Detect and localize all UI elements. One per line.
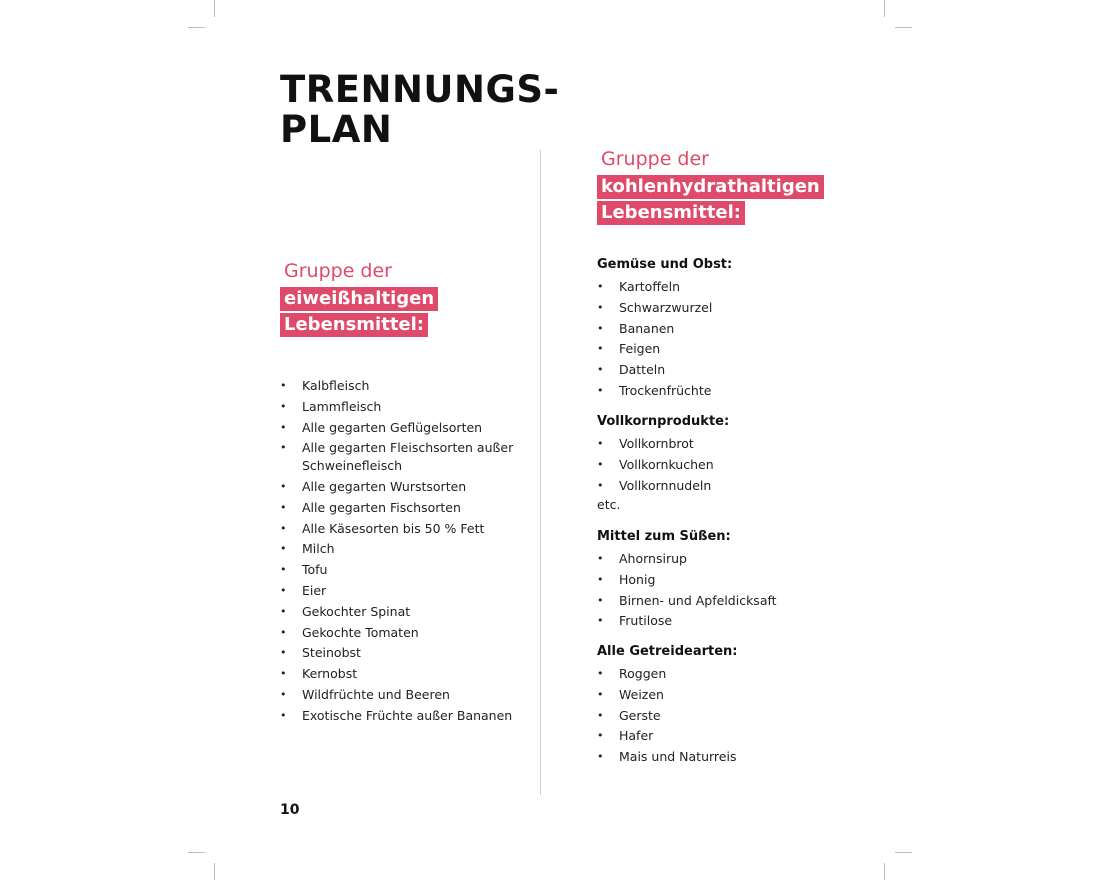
list-item: [597, 592, 777, 610]
crop-mark: [214, 863, 215, 880]
list-item-text: Roggen: [619, 666, 667, 681]
list-item: [280, 457, 402, 475]
list-item-text: Wildfrüchte und Beeren: [302, 687, 450, 702]
list-item: [280, 540, 335, 558]
list-item: [280, 478, 466, 496]
list-item-text: Trockenfrüchte: [619, 383, 712, 398]
bullet-icon: •: [597, 750, 604, 764]
list-item: [597, 748, 736, 766]
list-item: [597, 727, 653, 745]
list-item: [597, 550, 687, 568]
bullet-icon: •: [280, 625, 287, 639]
list-item: [280, 561, 327, 579]
bullet-icon: •: [597, 593, 604, 607]
list-item-text: Hafer: [619, 728, 654, 744]
bullet-icon: •: [280, 420, 287, 434]
list-item-text: Kalbfleisch: [302, 378, 370, 393]
list-item-text: Alle gegarten Wurstsorten: [302, 479, 467, 494]
list-item: [280, 377, 369, 395]
list-item: [280, 624, 419, 642]
section-heading: Alle Getreidearten:: [597, 644, 738, 659]
list-item-text: Honig: [619, 571, 656, 587]
bullet-icon: •: [597, 614, 604, 628]
crop-mark: [214, 0, 215, 17]
list-item: [280, 665, 357, 683]
bullet-icon: •: [597, 363, 604, 377]
list-item: [280, 603, 410, 621]
list-item-text: Bananen: [619, 320, 675, 336]
bullet-icon: •: [280, 480, 287, 493]
list-item: [280, 439, 513, 457]
right-group-highlight-2: Lebensmittel:: [597, 201, 745, 225]
list-item-text: Kartoffeln: [619, 279, 681, 294]
list-item-text: Ahornsirup: [619, 551, 687, 566]
list-item-text: Vollkornkuchen: [619, 456, 714, 472]
list-item: [597, 320, 674, 338]
section-heading: Mittel zum Süßen:: [597, 529, 731, 544]
list-item-text: Gerste: [619, 707, 661, 723]
list-item-text: Kernobst: [302, 666, 358, 682]
bullet-icon: •: [597, 552, 604, 565]
section-heading: Gemüse und Obst:: [597, 257, 733, 272]
list-item: [597, 686, 664, 704]
bullet-icon: •: [280, 399, 287, 413]
list-item-text: Gekochter Spinat: [302, 603, 411, 619]
list-item: [280, 398, 381, 416]
bullet-icon: •: [280, 646, 287, 660]
bullet-icon: •: [597, 572, 604, 586]
bullet-icon: •: [280, 667, 287, 681]
list-item: [280, 644, 361, 662]
bullet-icon: •: [597, 300, 604, 314]
list-item-text: Feigen: [619, 341, 661, 357]
list-item-text: Vollkornbrot: [619, 436, 694, 451]
bullet-icon: •: [597, 321, 604, 335]
title-line-2: PLAN: [280, 108, 393, 151]
list-item: [597, 477, 711, 495]
list-item-text: Alle gegarten Fleischsorten außer: [302, 440, 514, 456]
list-item: [597, 299, 712, 317]
bullet-icon: •: [597, 687, 604, 701]
list-item: [597, 435, 694, 453]
list-item-text: Milch: [302, 541, 335, 557]
list-item-text: Alle gegarten Fischsorten: [302, 499, 461, 515]
crop-mark: [895, 27, 912, 28]
list-item: [280, 707, 512, 725]
page-title: [280, 70, 559, 150]
bullet-icon: •: [597, 708, 604, 722]
list-item: [597, 382, 711, 400]
bullet-icon: •: [597, 478, 604, 492]
list-item-text: Gekochte Tomaten: [302, 624, 419, 640]
list-item-text: Lammfleisch: [302, 398, 382, 414]
left-group-intro: Gruppe der: [284, 260, 392, 282]
bullet-icon: •: [280, 379, 287, 392]
list-item-text: Birnen- und Apfeldicksaft: [619, 592, 777, 608]
list-item-text: Steinobst: [302, 645, 361, 661]
bullet-icon: •: [597, 384, 604, 397]
page-number: 10: [280, 802, 300, 818]
right-group-heading: [597, 146, 824, 225]
list-item: [597, 456, 714, 474]
list-item: [597, 665, 666, 683]
crop-mark: [895, 852, 912, 853]
bullet-icon: •: [280, 500, 287, 514]
list-item-text: Eier: [302, 583, 327, 598]
bullet-icon: •: [280, 563, 287, 577]
bullet-icon: •: [280, 604, 287, 618]
bullet-icon: •: [597, 342, 604, 356]
bullet-icon: •: [280, 584, 287, 597]
bullet-icon: •: [280, 441, 287, 455]
list-item: [597, 571, 655, 589]
list-item: [280, 686, 450, 704]
list-item-text: Exotische Früchte außer Bananen: [302, 707, 513, 723]
list-item-text: Schwarzwurzel: [619, 299, 713, 315]
bullet-icon: •: [280, 542, 287, 556]
list-item: [597, 612, 672, 630]
list-item: [280, 582, 326, 600]
crop-mark: [884, 0, 885, 17]
list-item-text: Vollkornnudeln: [619, 477, 712, 493]
list-item: [280, 419, 482, 437]
section-note: etc.: [597, 497, 621, 513]
right-group-intro: Gruppe der: [601, 148, 709, 170]
list-item: [280, 499, 461, 517]
column-divider: [540, 150, 541, 795]
right-group-highlight-1: kohlenhydrathaltigen: [597, 175, 824, 199]
bullet-icon: •: [597, 280, 604, 293]
left-group-highlight-1: eiweißhaltigen: [280, 287, 438, 311]
list-item-text: Weizen: [619, 686, 664, 702]
list-item: [597, 278, 680, 296]
bullet-icon: •: [280, 521, 287, 535]
left-group-heading: [280, 258, 438, 337]
list-item-text: Alle Käsesorten bis 50 % Fett: [302, 520, 485, 536]
list-item-text: Frutilose: [619, 613, 673, 629]
crop-mark: [188, 852, 205, 853]
list-item-text: Datteln: [619, 362, 666, 378]
left-group-highlight-2: Lebensmittel:: [280, 313, 428, 337]
crop-mark: [188, 27, 205, 28]
title-line-1: TRENNUNGS-: [280, 68, 560, 111]
bullet-icon: •: [597, 437, 604, 450]
crop-mark: [884, 863, 885, 880]
list-item: [597, 361, 665, 379]
list-item-text: Tofu: [302, 562, 328, 578]
list-item: [597, 707, 661, 725]
list-item-text: Alle gegarten Geflügelsorten: [302, 419, 483, 435]
bullet-icon: •: [597, 667, 604, 680]
bullet-icon: •: [597, 457, 604, 471]
list-item: [597, 340, 660, 358]
list-item-text: Schweinefleisch: [302, 458, 403, 474]
bullet-icon: •: [280, 688, 287, 701]
list-item: [280, 520, 484, 538]
bullet-icon: •: [280, 708, 287, 722]
bullet-icon: •: [597, 729, 604, 743]
section-heading: Vollkornprodukte:: [597, 414, 730, 429]
list-item-text: Mais und Naturreis: [619, 749, 737, 765]
